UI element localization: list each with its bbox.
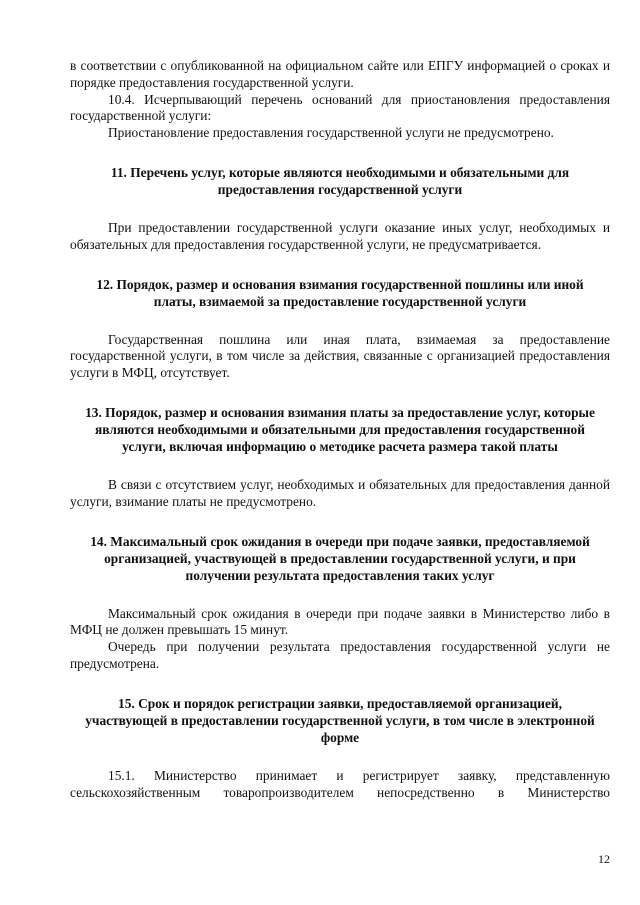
section-heading-15: 15. Срок и порядок регистрации заявки, предоставляемой организацией, участвующей в предоставлении государственной услуги, в том числе в электронной форме bbox=[85, 695, 595, 745]
section-heading-13: 13. Порядок, размер и основания взимания платы за предоставление услуг, которые являются необходимыми и обязательными для предоставления государственной услуги, включая информацию о методике расчета размера такой платы bbox=[85, 404, 595, 454]
paragraph: При предоставлении государственной услуги оказание иных услуг, необходимых и обязательных для предоставления государственной услуги, не предусматривается. bbox=[70, 219, 610, 252]
document-body bbox=[70, 58, 610, 801]
paragraph: В связи с отсутствием услуг, необходимых и обязательных для предоставления данной услуги, взимание платы не предусмотрено. bbox=[70, 476, 610, 509]
paragraph: в соответствии с опубликованной на официальном сайте или ЕПГУ информацией о сроках и порядке предоставления государственной услуги. bbox=[70, 58, 610, 90]
paragraph: Приостановление предоставления государственной услуги не предусмотрено. bbox=[108, 125, 554, 141]
page-number: 12 bbox=[598, 852, 610, 866]
section-heading-11: 11. Перечень услуг, которые являются необходимыми и обязательными для предоставления государственной услуги bbox=[110, 164, 570, 197]
paragraph: Очередь при получении результата предоставления государственной услуги не предусмотрена. bbox=[70, 639, 610, 671]
paragraph: Государственная пошлина или иная плата, взимаемая за предоставление государственной услуги, в том числе за действия, связанные с организацией предоставления услуги в МФЦ, отсутствует. bbox=[70, 331, 610, 381]
section-heading-14: 14. Максимальный срок ожидания в очереди при подаче заявки, предоставляемой организацией, участвующей в предоставлении государственной услуги, и при получении результата предоставления таких услуг bbox=[90, 533, 590, 583]
paragraph: 10.4. Исчерпывающий перечень оснований для приостановления предоставления государственной услуги: bbox=[70, 91, 610, 124]
paragraph: Максимальный срок ожидания в очереди при подаче заявки в Министерство либо в МФЦ не должен превышать 15 минут. bbox=[70, 605, 610, 638]
paragraph: 15.1. Министерство принимает и регистрирует заявку, представленную сельскохозяйственным товаропроизводителем непосредственно в Министерство bbox=[70, 767, 610, 800]
section-heading-12: 12. Порядок, размер и основания взимания государственной пошлины или иной платы, взимаемой за предоставление государственной услуги bbox=[96, 276, 584, 309]
